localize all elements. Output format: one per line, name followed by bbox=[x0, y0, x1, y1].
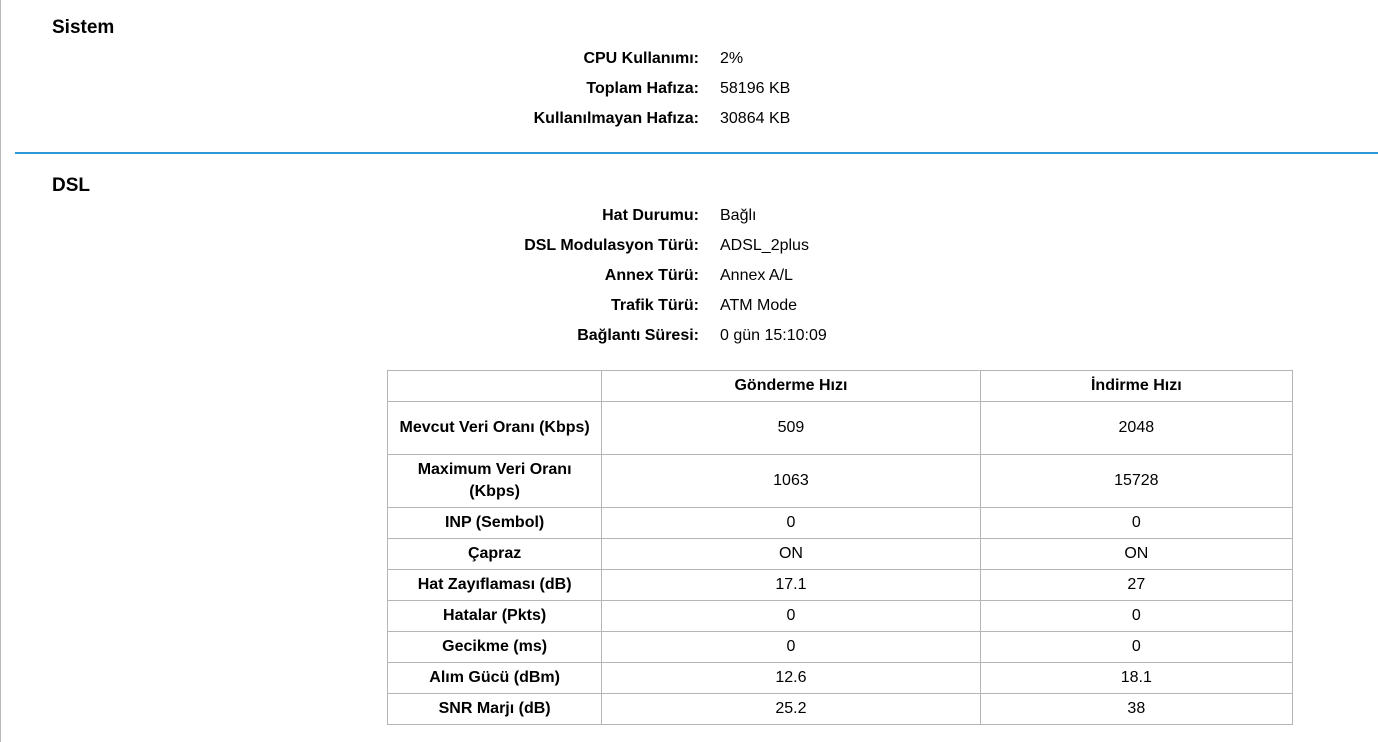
total-memory-row bbox=[1, 74, 901, 104]
free-memory-label: Kullanılmayan Hafıza: bbox=[533, 110, 699, 127]
traffic-type-value: ATM Mode bbox=[720, 297, 798, 314]
section-divider bbox=[15, 152, 1378, 154]
table-cell-downstream: 0 bbox=[980, 632, 1292, 663]
table-cell-downstream: 38 bbox=[980, 694, 1292, 725]
table-cell-upstream: 1063 bbox=[602, 455, 980, 508]
system-section-title: Sistem bbox=[52, 17, 115, 38]
table-row bbox=[388, 508, 1293, 539]
table-row bbox=[388, 601, 1293, 632]
table-row bbox=[388, 632, 1293, 663]
free-memory-value: 30864 KB bbox=[720, 110, 791, 127]
table-row bbox=[388, 455, 1293, 508]
table-row-label: Mevcut Veri Oranı (Kbps) bbox=[388, 402, 602, 455]
table-cell-downstream: 27 bbox=[980, 570, 1292, 601]
table-cell-downstream: 0 bbox=[980, 508, 1292, 539]
table-cell-downstream: 18.1 bbox=[980, 663, 1292, 694]
connection-time-label: Bağlantı Süresi: bbox=[577, 327, 699, 344]
table-cell-upstream: 17.1 bbox=[602, 570, 980, 601]
table-cell-upstream: 12.6 bbox=[602, 663, 980, 694]
table-row bbox=[388, 539, 1293, 570]
table-row-label: Gecikme (ms) bbox=[388, 632, 602, 663]
table-cell-upstream: 0 bbox=[602, 632, 980, 663]
table-row bbox=[388, 570, 1293, 601]
table-cell-upstream: 0 bbox=[602, 508, 980, 539]
table-header-downstream: İndirme Hızı bbox=[980, 371, 1292, 402]
modulation-type-value: ADSL_2plus bbox=[720, 237, 809, 254]
table-header-row bbox=[388, 371, 1293, 402]
table-cell-downstream: 0 bbox=[980, 601, 1292, 632]
table-row bbox=[388, 402, 1293, 455]
table-row-label: INP (Sembol) bbox=[388, 508, 602, 539]
table-cell-downstream: 2048 bbox=[980, 402, 1292, 455]
modulation-type-label: DSL Modulasyon Türü: bbox=[524, 237, 699, 254]
table-row bbox=[388, 663, 1293, 694]
annex-type-row bbox=[1, 261, 901, 291]
table-row-label: Alım Gücü (dBm) bbox=[388, 663, 602, 694]
cpu-usage-row bbox=[1, 44, 901, 74]
table-row bbox=[388, 694, 1293, 725]
free-memory-row bbox=[1, 104, 901, 134]
table-cell-downstream: ON bbox=[980, 539, 1292, 570]
line-status-row bbox=[1, 201, 901, 231]
total-memory-value: 58196 KB bbox=[720, 80, 791, 97]
table-cell-upstream: 509 bbox=[602, 402, 980, 455]
connection-time-value: 0 gün 15:10:09 bbox=[720, 327, 827, 344]
table-row-label: Çapraz bbox=[388, 539, 602, 570]
table-row-label: Hat Zayıflaması (dB) bbox=[388, 570, 602, 601]
cpu-usage-value: 2% bbox=[720, 50, 744, 67]
line-status-value: Bağlı bbox=[720, 207, 757, 224]
dsl-section-title: DSL bbox=[52, 175, 90, 196]
traffic-type-row bbox=[1, 291, 901, 321]
annex-type-value: Annex A/L bbox=[720, 267, 793, 284]
dsl-stats-table bbox=[387, 370, 1293, 725]
table-cell-upstream: 0 bbox=[602, 601, 980, 632]
annex-type-label: Annex Türü: bbox=[604, 267, 699, 284]
table-cell-downstream: 15728 bbox=[980, 455, 1292, 508]
table-header-upstream: Gönderme Hızı bbox=[602, 371, 980, 402]
cpu-usage-label: CPU Kullanımı: bbox=[583, 50, 699, 67]
total-memory-label: Toplam Hafıza: bbox=[586, 80, 699, 97]
table-row-label: Maximum Veri Oranı (Kbps) bbox=[388, 455, 602, 508]
modulation-type-row bbox=[1, 231, 901, 261]
table-row-label: Hatalar (Pkts) bbox=[388, 601, 602, 632]
table-row-label: SNR Marjı (dB) bbox=[388, 694, 602, 725]
table-cell-upstream: 25.2 bbox=[602, 694, 980, 725]
connection-time-row bbox=[1, 321, 901, 351]
traffic-type-label: Trafik Türü: bbox=[610, 297, 699, 314]
line-status-label: Hat Durumu: bbox=[602, 207, 699, 224]
table-cell-upstream: ON bbox=[602, 539, 980, 570]
table-header-empty bbox=[388, 371, 602, 402]
